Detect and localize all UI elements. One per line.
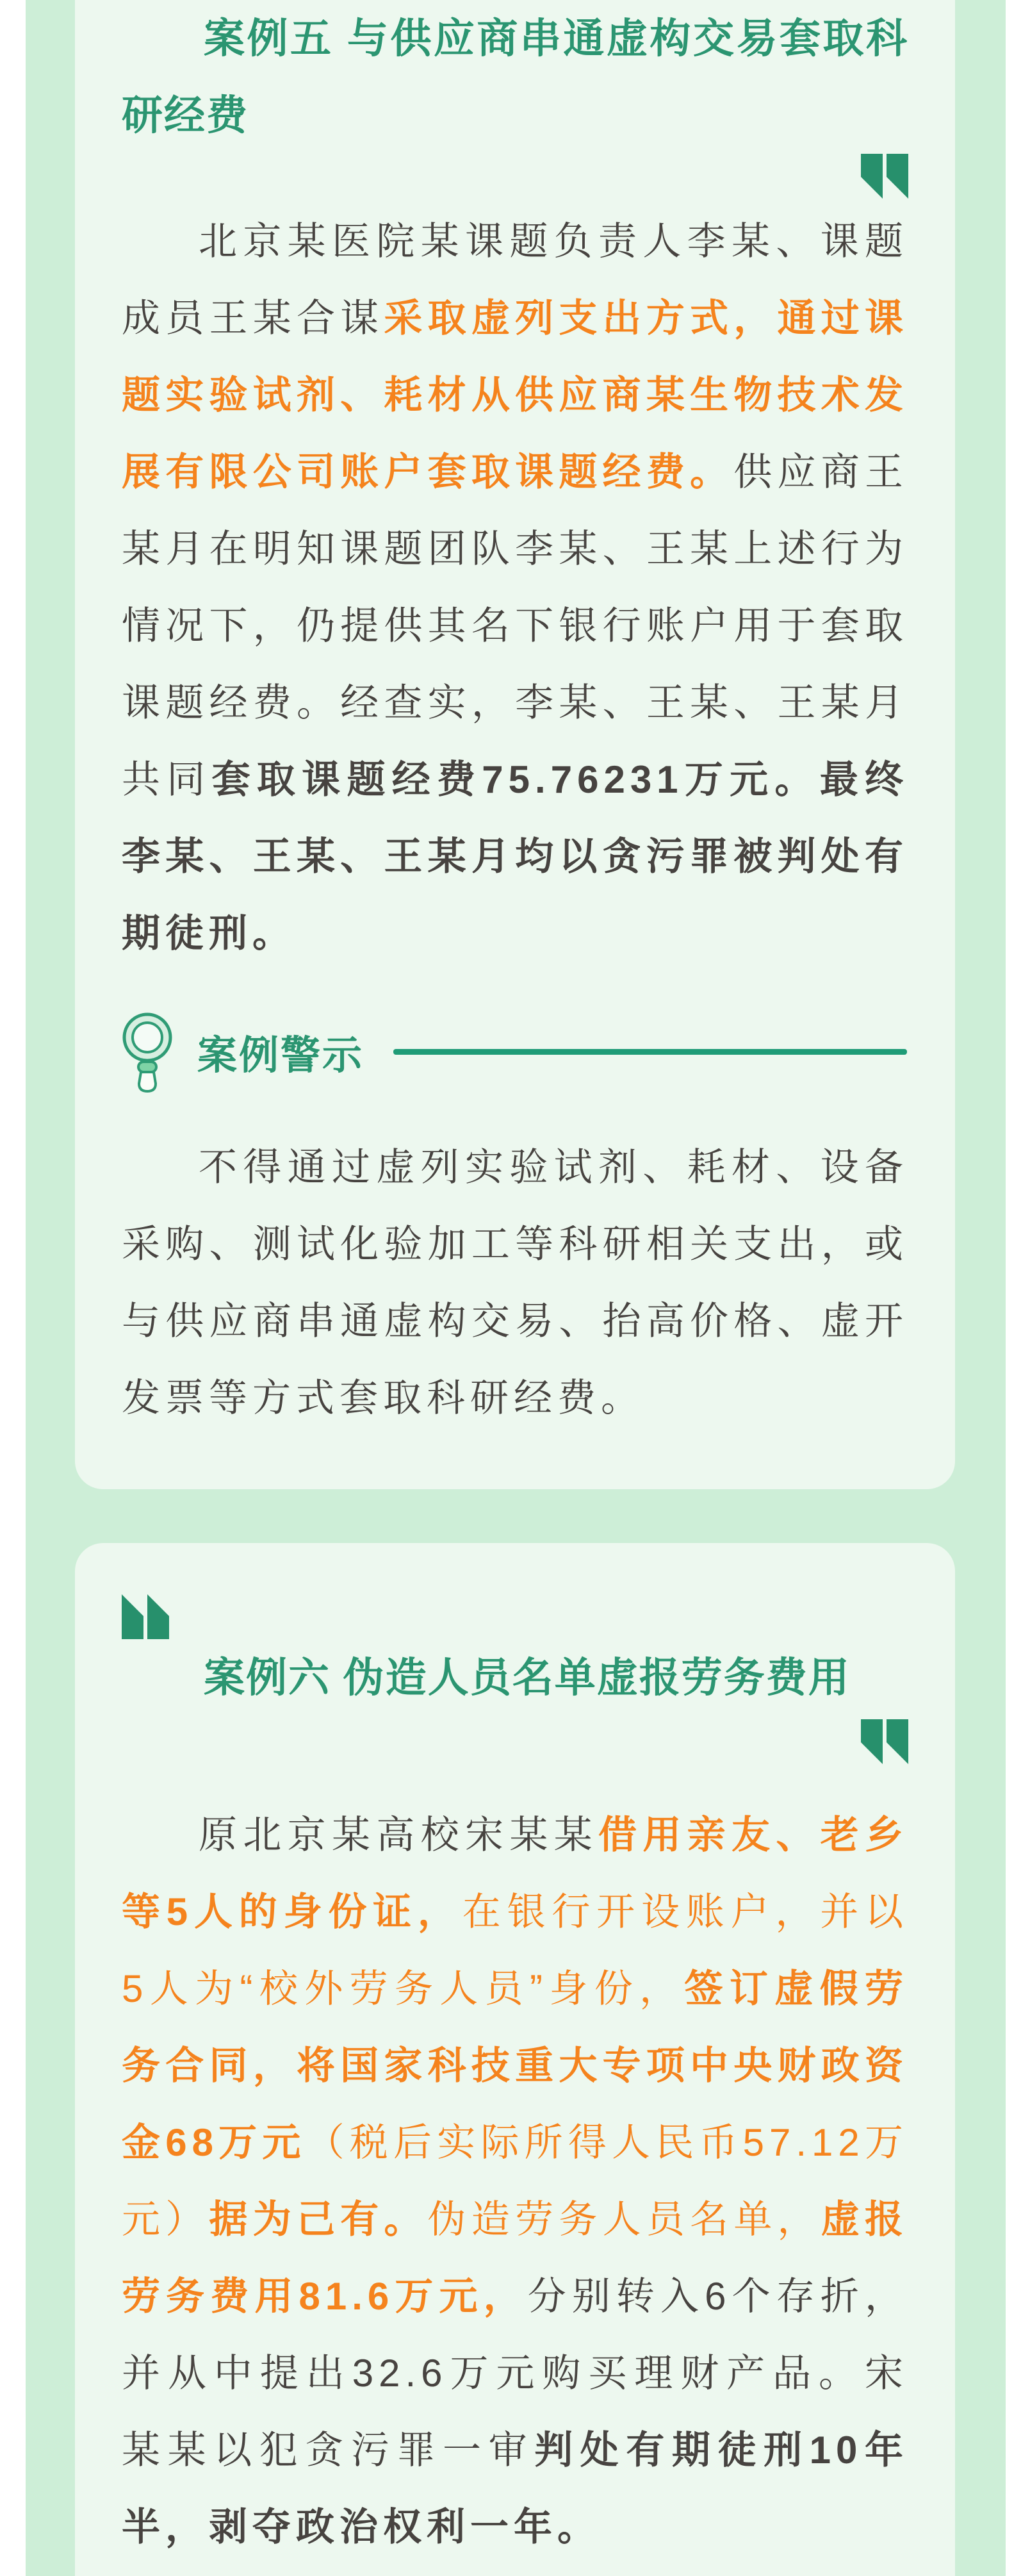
text-segment: 分别转入6个存折，并从中提出32.6万元购买理财产品。宋某某以犯贪污罪一审 (122, 2275, 908, 2472)
text-segment: 不得通过虚列实验试剂、耗材、设备采购、测试化验加工等科研相关支出，或与供应商串通虚构交易、抬高价格、虚开发票等方式套取科研经费。 (122, 1146, 908, 1419)
text-segment: 供应商王某月在明知课题团队李某、王某上述行为情况下，仍提供其名下银行账户用于套取课题经费。经查实，李某、王某、王某月共同 (122, 450, 909, 801)
case-6-card (75, 1543, 955, 2576)
text-segment: 借用亲友、老乡等5人的身份证， (122, 1813, 908, 1933)
case-6-title: 案例六 伪造人员名单虚报劳务费用 (204, 1655, 851, 1701)
warning-header (122, 1011, 908, 1093)
magnifier-icon (122, 1011, 173, 1093)
text-segment: （税后实际所得人民币57.12万元） (122, 2121, 908, 2241)
text-segment: 原北京某高校宋某某 (199, 1813, 598, 1856)
warning-label: 案例警示 (197, 1033, 364, 1078)
case-5-paragraph (122, 203, 908, 972)
case-5-warning-paragraph (122, 1129, 908, 1437)
text-segment: 北京某医院某课题负责人李某、课题成员王某合谋 (122, 220, 908, 340)
case-5-card (75, 0, 955, 1489)
text-segment: 判处有期徒刑10年半，剥夺政治权利一年。 (122, 2429, 908, 2548)
text-segment: 在银行开设账户，并以5人为“校外劳务人员”身份， (122, 1890, 908, 2010)
text-segment: 虚报劳务费用81.6万元， (122, 2198, 909, 2318)
text-segment: 伪造劳务人员名单， (427, 2198, 821, 2241)
text-segment: 套取课题经费75.76231万元。最终李某、王某、王某月均以贪污罪被判处有期徒刑。 (122, 758, 908, 955)
case-5-title: 案例五 与供应商串通虚构交易套取科研经费 (122, 15, 908, 138)
divider-line (393, 1049, 907, 1055)
case-6-paragraph (122, 1797, 908, 2566)
close-quote-icon (861, 1719, 908, 1764)
green-background-band (26, 0, 1006, 2576)
open-quote-icon (122, 1594, 169, 1639)
text-segment: 据为己有。 (209, 2198, 428, 2241)
text-segment: 采取虚列支出方式，通过课题实验试剂、耗材从供应商某生物技术发展有限公司账户套取课题经费。 (122, 297, 909, 493)
close-quote-icon (861, 154, 908, 199)
text-segment: 签订虚假劳务合同，将国家科技重大专项中央财政资金68万元 (122, 1967, 908, 2164)
